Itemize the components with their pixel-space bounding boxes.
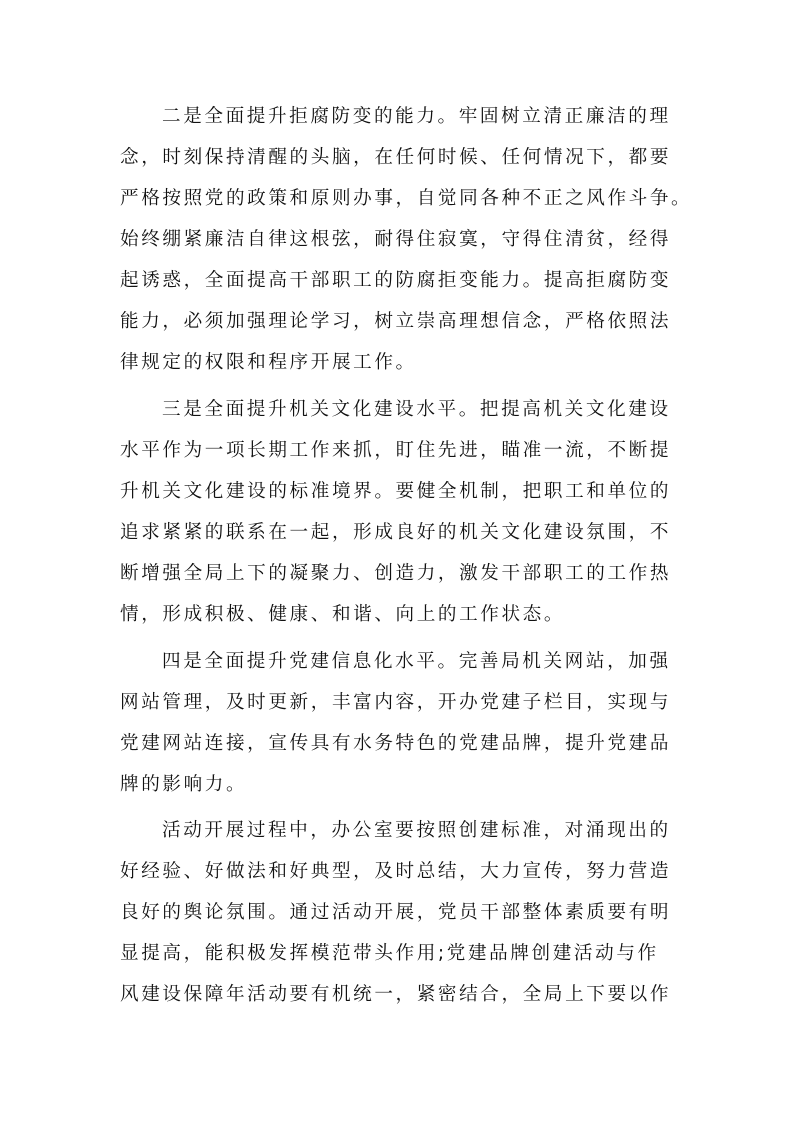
text-line: 律规定的权限和程序开展工作。	[120, 352, 417, 373]
text-line: 断增强全局上下的凝聚力、创造力，激发干部职工的工作热	[120, 563, 672, 584]
text-line: 党建网站连接，宣传具有水务特色的党建品牌，提升党建品	[120, 733, 672, 754]
text-line: 良好的舆论氛围。通过活动开展，党员干部整体素质要有明	[120, 902, 672, 923]
text-line: 升机关文化建设的标准境界。要健全机制，把职工和单位的	[120, 481, 672, 502]
text-line: 水平作为一项长期工作来抓，盯住先进，瞄准一流，不断提	[120, 440, 672, 461]
text-line: 活动开展过程中，办公室要按照创建标准，对涌现出的	[162, 820, 671, 841]
text-line: 念，时刻保持清醒的头脑，在任何时候、任何情况下，都要	[120, 147, 672, 168]
text-line: 四是全面提升党建信息化水平。完善局机关网站，加强	[162, 651, 671, 672]
text-line: 能力，必须加强理论学习，树立崇高理想信念，严格依照法	[120, 311, 672, 332]
text-line: 始终绷紧廉洁自律这根弦，耐得住寂寞，守得住清贫，经得	[120, 229, 672, 250]
text-line: 起诱惑，全面提高干部职工的防腐拒变能力。提高拒腐防变	[120, 270, 672, 291]
text-line: 牌的影响力。	[120, 774, 248, 795]
text-line: 风建设保障年活动要有机统一，紧密结合，全局上下要以作	[120, 984, 672, 1005]
text-line: 二是全面提升拒腐防变的能力。牢固树立清正廉洁的理	[162, 106, 671, 127]
text-line: 好经验、好做法和好典型，及时总结，大力宣传，努力营造	[120, 861, 672, 882]
text-line: 三是全面提升机关文化建设水平。把提高机关文化建设	[162, 399, 671, 420]
text-line: 显提高，能积极发挥模范带头作用;党建品牌创建活动与作	[120, 943, 659, 964]
text-line: 情，形成积极、健康、和谐、向上的工作状态。	[120, 604, 566, 625]
text-line: 网站管理，及时更新，丰富内容，开办党建子栏目，实现与	[120, 692, 672, 713]
text-line: 追求紧紧的联系在一起，形成良好的机关文化建设氛围，不	[120, 522, 672, 543]
text-line: 严格按照党的政策和原则办事，自觉同各种不正之风作斗争。	[120, 188, 693, 209]
